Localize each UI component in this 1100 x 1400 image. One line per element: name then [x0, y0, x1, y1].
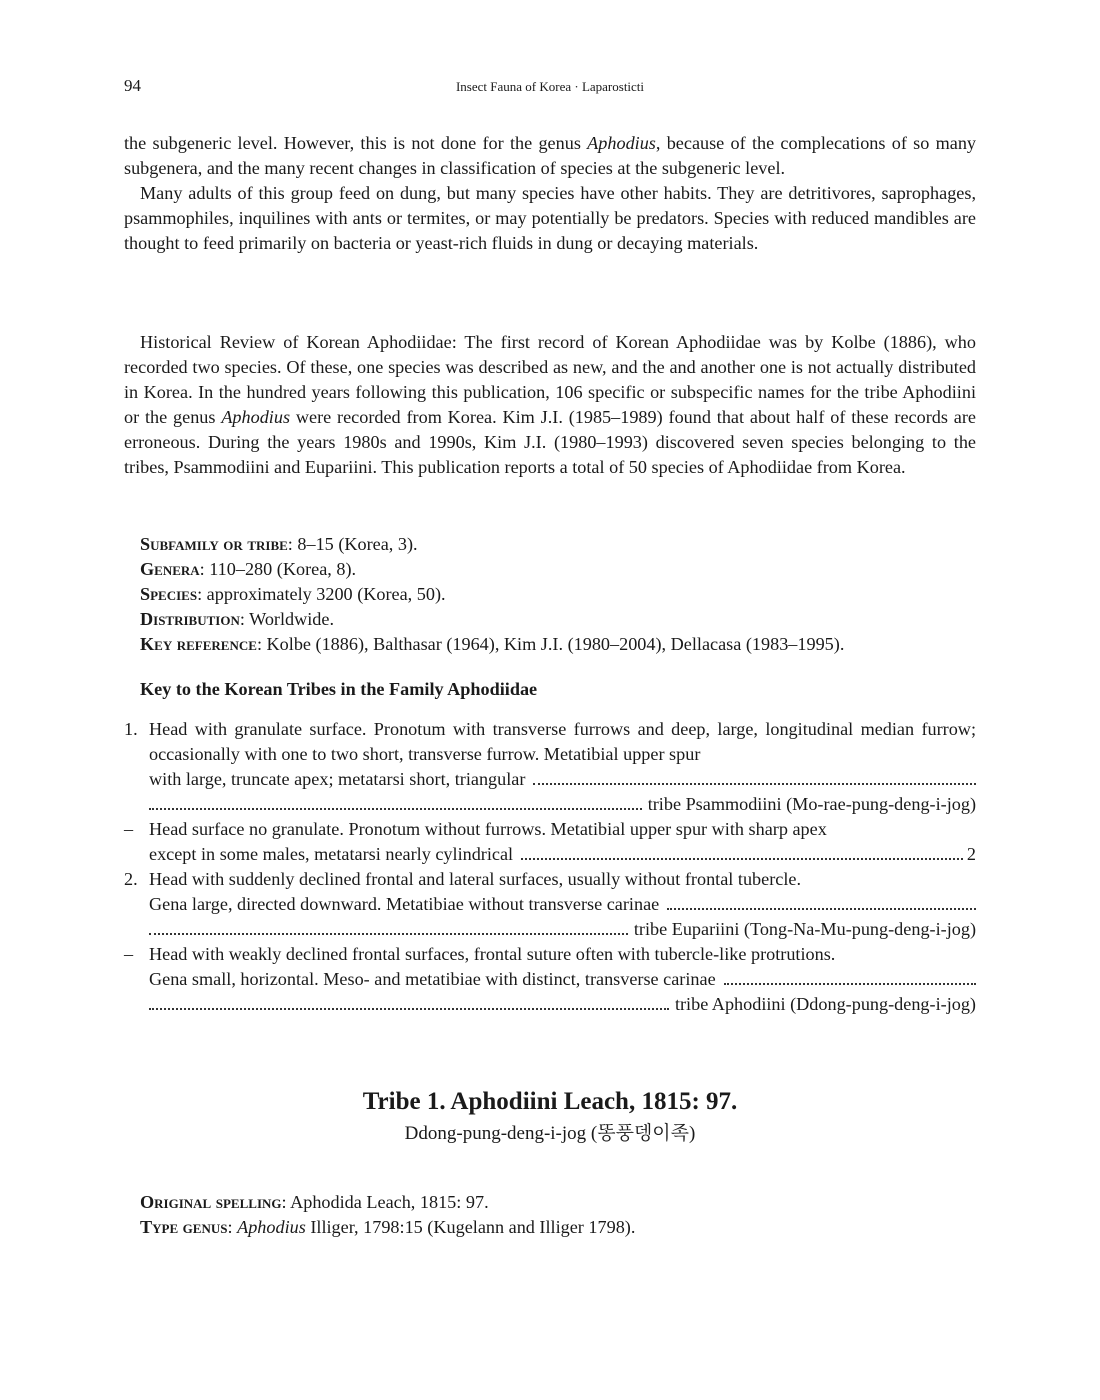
- detail-separator: :: [227, 1217, 238, 1237]
- genus-name: Aphodius: [237, 1217, 306, 1237]
- couplet-result-line: [149, 792, 976, 817]
- tribe-details: [140, 1190, 976, 1240]
- summary-key-reference: [140, 632, 976, 657]
- dot-leader: [149, 1008, 669, 1010]
- dot-leader: [149, 808, 642, 810]
- paragraph-text: were recorded from Korea. Kim J.I. (1985–1989) found that about half of these records are erroneous. During the years 1980s and 1990s, Kim J.I. (1980–1993) discovered seven species belonging to the tribes, Psammodiini and Eupariini. This publication reports a total of 50 species of Aphodiidae from Korea.: [124, 407, 976, 477]
- paragraph-habits: Many adults of this group feed on dung, but many species have other habits. They are detritivores, saprophages, psammophiles, inquilines with ants or termites, or may potentially be predators. Species with reduced mandibles are thought to feed primarily on bacteria or yeast-rich fluids in dung or decaying materials.: [124, 183, 976, 253]
- paragraph-history: [124, 330, 976, 480]
- paragraph-text: the subgeneric level. However, this is not done for the genus: [124, 133, 588, 153]
- summary-genera: [140, 557, 976, 582]
- detail-label: Original spelling: [140, 1192, 282, 1212]
- couplet-text: Head with weakly declined frontal surfaces, frontal suture often with tubercle-like protrutions.: [149, 944, 836, 964]
- couplet-lead: [149, 767, 976, 792]
- couplet-lead: [149, 967, 976, 992]
- key-title: Key to the Korean Tribes in the Family Aphodiidae: [140, 679, 538, 699]
- type-genus: [140, 1215, 976, 1240]
- tribe-korean-name: Ddong-pung-deng-i-jog (똥풍뎅이족): [404, 1123, 696, 1144]
- summary-species: [140, 582, 976, 607]
- intro-text: [124, 131, 976, 256]
- dot-leader: [724, 983, 976, 985]
- page-header: [124, 76, 976, 98]
- summary-label: Distribution: [140, 609, 240, 629]
- dot-leader: [521, 858, 963, 860]
- summary-distribution: [140, 607, 976, 632]
- lead-text: with large, truncate apex; metatarsi short, triangular: [149, 769, 526, 789]
- couplet-result: 2: [966, 844, 976, 864]
- identification-key: [124, 717, 976, 1017]
- couplet-result: tribe Psammodiini (Mo-rae-pung-deng-i-jog): [647, 794, 976, 814]
- dot-leader: [667, 908, 976, 910]
- key-couplet-1: [124, 717, 976, 817]
- genus-name: Aphodius: [587, 133, 656, 153]
- lead-text: Gena large, directed downward. Metatibiae without transverse carinae: [149, 894, 660, 914]
- summary-label: Species: [140, 584, 198, 604]
- summary-value: : approximately 3200 (Korea, 50).: [197, 584, 446, 604]
- summary-value: : Kolbe (1886), Balthasar (1964), Kim J.I. (1980–2004), Dellacasa (1983–1995).: [256, 634, 845, 654]
- summary-value: : 110–280 (Korea, 8).: [199, 559, 357, 579]
- summary-label: Key reference: [140, 634, 257, 654]
- key-couplet-2b: [124, 942, 976, 1017]
- couplet-marker: –: [124, 819, 134, 839]
- dot-leader: [149, 933, 628, 935]
- family-summary: [140, 532, 976, 657]
- summary-label: Genera: [140, 559, 200, 579]
- detail-value: Illiger, 1798:15 (Kugelann and Illiger 1798).: [305, 1217, 636, 1237]
- paragraph-text: , because of the complecations of so many subgenera, and the many recent changes in classification of species at the subgeneric level.: [124, 133, 977, 178]
- couplet-lead: [149, 842, 976, 867]
- running-title: Insect Fauna of Korea · Laparosticti: [455, 79, 645, 94]
- key-couplet-2: [124, 867, 976, 942]
- summary-value: : Worldwide.: [239, 609, 335, 629]
- genus-name: Aphodius: [221, 407, 291, 427]
- couplet-text: Head with suddenly declined frontal and lateral surfaces, usually without frontal tubercle.: [149, 869, 802, 889]
- summary-value: : 8–15 (Korea, 3).: [287, 534, 418, 554]
- couplet-result: tribe Eupariini (Tong-Na-Mu-pung-deng-i-jog): [633, 919, 976, 939]
- dot-leader: [533, 783, 976, 785]
- couplet-marker: 2.: [124, 869, 138, 889]
- couplet-marker: 1.: [124, 719, 138, 739]
- couplet-text: Head surface no granulate. Pronotum without furrows. Metatibial upper spur with sharp apex: [149, 819, 827, 839]
- couplet-result-line: [149, 992, 976, 1017]
- page-number: 94: [124, 76, 141, 95]
- detail-value: : Aphodida Leach, 1815: 97.: [281, 1192, 489, 1212]
- tribe-heading: [124, 1086, 976, 1148]
- detail-label: Type genus: [140, 1217, 228, 1237]
- historical-review: [124, 330, 976, 480]
- tribe-title: Tribe 1. Aphodiini Leach, 1815: 97.: [362, 1088, 738, 1115]
- couplet-marker: –: [124, 944, 134, 964]
- couplet-result-line: [149, 917, 976, 942]
- paragraph-subgeneric: [124, 131, 976, 181]
- summary-label: Subfamily or tribe: [140, 534, 288, 554]
- couplet-text: Head with granulate surface. Pronotum with transverse furrows and deep, large, longitudinal median furrow; occasionally with one to two short, transverse furrow. Metatibial upper spur: [149, 719, 976, 764]
- summary-subfamily: [140, 532, 976, 557]
- lead-text: Gena small, horizontal. Meso- and metatibiae with distinct, transverse carinae: [149, 969, 716, 989]
- paragraph-text: Historical Review of Korean Aphodiidae: The first record of Korean Aphodiidae was by Kolbe (1886), who recorded two species. Of these, one species was described as new, and the and another one is not actually distributed in Korea. In the hundred years following this publication, 106 specific or subspecific names for the tribe Aphodiini or the genus: [124, 332, 976, 427]
- key-couplet-1b: [124, 817, 976, 867]
- lead-text: except in some males, metatarsi nearly cylindrical: [149, 844, 514, 864]
- couplet-result: tribe Aphodiini (Ddong-pung-deng-i-jog): [674, 994, 976, 1014]
- original-spelling: [140, 1190, 976, 1215]
- couplet-lead: [149, 892, 976, 917]
